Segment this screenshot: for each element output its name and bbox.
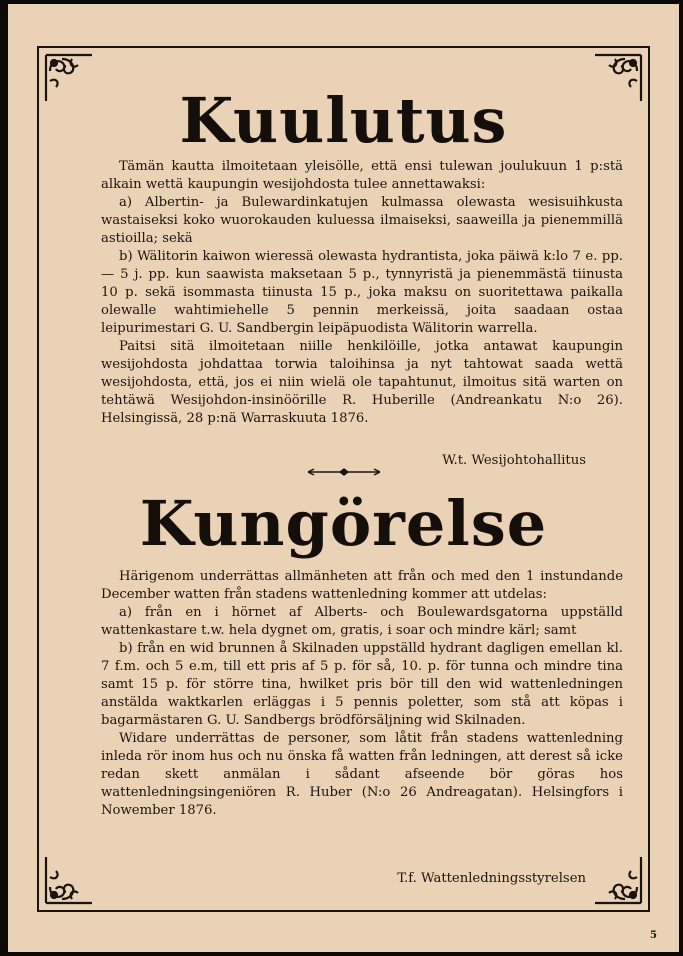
- swedish-intro: Härigenom underrättas allmänheten att från och med den 1 instundande December watten från stadens wattenledning kommer att utdelas:: [101, 569, 623, 602]
- swedish-item-b: b) från en wid brunnen å Skilnaden uppställd hydrant dagligen emellan kl. 7 f.m. och 5 e.m, till ett pris af 5 p. för så, 10. p. för tunna och mindre tina samt 15 p. för större tina, hwilket pris bör till den wid wattenledningen anstälda waktkarlen erläggas i 5 pennis poletter, som stå att köpas i bagarmästaren G. U. Sandbergs brödförsäljning wid Skilnaden.: [101, 641, 623, 728]
- swedish-item-a: a) från en i hörnet af Alberts- och Boulewardsgatorna uppställd wattenkastare t.w. hela dygnet om, gratis, i soar och mindre kärl; samt: [101, 605, 623, 638]
- corner-ornament-icon: [591, 853, 645, 907]
- swedish-paragraph: Widare underrättas de personer, som låtit från stadens wattenledning inleda rör inom hus och nu önska få watten från ledningen, att derest så icke redan skett anmälan i sådant afseende bör göras hos wattenledningsingeniören R. Huber (N:o 26 Andreagatan). Helsingfors i Nowember 1876.: [101, 731, 623, 818]
- finnish-paragraph: Paitsi sitä ilmoitetaan niille henkilöille, jotka antawat kaupungin wesijohdosta johdattaa torwia taloihinsa ja nyt tahtowat saada wettä wesijohdosta, että, jos ei niin wielä ole tapahtunut, ilmoitus sitä warten on tehtäwä Wesijohdon-insinöörille R. Huberille (Andreankatu N:o 26). Helsingissä, 28 p:nä Warraskuuta 1876.: [101, 339, 623, 426]
- finnish-title: Kuulutus: [179, 84, 508, 157]
- corner-ornament-icon: [42, 853, 96, 907]
- finnish-signature: W.t. Wesijohtohallitus: [442, 453, 586, 468]
- finnish-item-a: a) Albertin- ja Bulewardinkatujen kulmassa olewasta wesisuihkusta wastaiseksi koko wuorokauden kuluessa ilmaiseksi, saaweilla ja pienemmillä astioilla; sekä: [101, 195, 623, 246]
- divider-ornament-icon: [39, 466, 648, 480]
- poster-sheet: [8, 4, 679, 952]
- page-number: 5: [650, 930, 657, 941]
- swedish-title: Kungörelse: [139, 487, 548, 560]
- swedish-body: [101, 568, 623, 820]
- poster-border: [37, 46, 650, 912]
- finnish-body: [101, 158, 623, 428]
- finnish-intro: Tämän kautta ilmoitetaan yleisölle, että ensi tulewan joulukuun 1 p:stä alkain wettä kaupungin wesijohdosta tulee annettawaksi:: [101, 159, 623, 192]
- swedish-signature: T.f. Wattenledningsstyrelsen: [397, 871, 586, 886]
- finnish-item-b: b) Wälitorin kaiwon wieressä olewasta hydrantista, joka päiwä k:lo 7 e. pp. — 5 j. pp. kun saawista maksetaan 5 p., tynnyristä ja pienemmästä tiinusta 10 p. sekä isommasta tiinusta 15 p., joka maksu on suoritettawa paikalla olewalle wahtimiehelle 5 pennin merkeissä, joita saadaan ostaa leipurimestari G. U. Sandbergin leipäpuodista Wälitorin warrella.: [101, 249, 623, 336]
